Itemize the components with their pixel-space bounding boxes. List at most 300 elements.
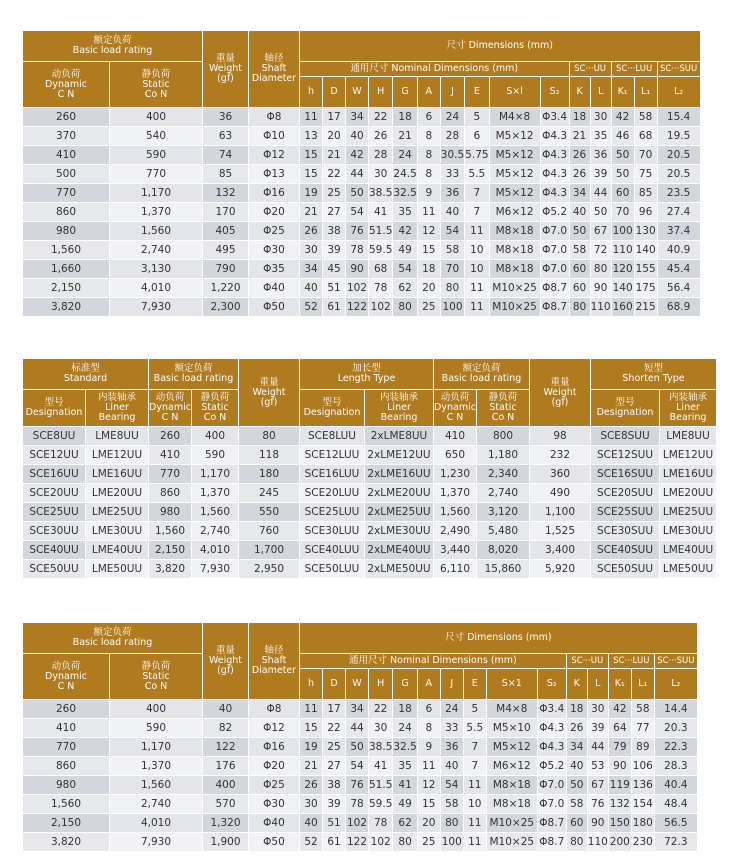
table-cell: 40 [441,203,464,221]
table-cell: 400 [192,427,238,445]
shorten-type-header: 短型 Shorten Type [591,359,716,389]
table-cell: 11 [465,279,488,297]
table-cell: 27.4 [658,203,700,221]
table-cell: M8×18 [487,795,537,813]
table-cell: 44 [588,738,608,756]
table-cell: 40 [567,757,587,775]
table-cell: 50 [567,776,587,794]
table-cell: SCE50LUU [300,560,364,578]
table-cell: M10×25 [490,298,540,316]
load-rating-header: 额定负荷 Basic load rating [23,623,202,653]
table-cell: 1,170 [110,738,202,756]
table-cell: 54 [346,203,368,221]
table-cell: SCE12UU [23,446,85,464]
table-cell: 9 [418,738,440,756]
table-cell: 58 [632,700,654,718]
table-cell: Φ8.7 [541,279,569,297]
table-cell: 2,490 [434,522,476,540]
table-cell: 20.5 [658,165,700,183]
table-cell: 80 [591,260,611,278]
table-cell: 110 [591,298,611,316]
table-cell: 78 [346,795,368,813]
table-row [23,222,700,240]
col-s2: S₂ [538,669,566,699]
table-cell: 260 [23,108,109,126]
dynamic-load-header: 动负荷 Dynamic C N [149,390,191,426]
table-cell: LME12UU [86,446,148,464]
col-L: L [588,669,608,699]
table-cell: 1,370 [192,484,238,502]
table-cell: SCE50UU [23,560,85,578]
table-cell: 136 [632,776,654,794]
col-K: K [567,669,587,699]
table-cell: SCE20SUU [591,484,659,502]
table-cell: 68.9 [658,298,700,316]
table-cell: 7,930 [192,560,238,578]
table-cell: 76 [588,795,608,813]
table-cell: 3,820 [149,560,191,578]
table-cell: Φ7.0 [538,776,566,794]
table-cell: 49 [393,795,416,813]
table-cell: 60 [570,279,590,297]
designation-header-3: 型号 Designation [591,390,659,426]
static-load-header-2: 静负荷 Static Co N [477,390,529,426]
table-cell: 40 [203,700,248,718]
table-cell: 540 [110,127,202,145]
table-cell: 119 [609,776,631,794]
table-cell: 11 [464,776,486,794]
table-cell: 1,100 [530,503,590,521]
table-cell: 18 [567,700,587,718]
table-cell: 70 [635,146,657,164]
table-cell: 140 [635,241,657,259]
liner-bearing-header: 内装轴承 Liner Bearing [86,390,148,426]
table-cell: 21 [570,127,590,145]
table-cell: M6×12 [490,203,540,221]
table-cell: 2,150 [23,279,109,297]
dimensions-header: 尺寸 Dimensions (mm) [300,31,700,61]
table-cell: 11 [300,700,322,718]
table-cell: 11 [464,833,486,851]
col-L1: L₁ [635,77,657,107]
table-cell: 110 [612,241,634,259]
table-cell: 54 [346,757,368,775]
table-cell: 15,860 [477,560,529,578]
table-cell: 24.5 [393,165,416,183]
table-cell: 50 [346,738,368,756]
sc-suu-header: SC···SUU [658,62,700,76]
table-cell: 7 [464,757,486,775]
table-cell: 980 [23,776,109,794]
table-cell: 17 [323,108,345,126]
table-cell: 20 [418,279,440,297]
col-h: h [300,669,322,699]
table-cell: 11 [465,222,488,240]
table-cell: 51.5 [369,222,392,240]
weight-header-2: 重量 Weight (gf) [530,359,590,426]
table-cell: 80 [441,279,464,297]
table-cell: 58 [567,795,587,813]
table-cell: 59.5 [369,795,392,813]
col-H: H [369,669,392,699]
table-cell: 30 [300,795,322,813]
table-row [23,427,716,445]
table-cell: LME25UU [660,503,716,521]
table-cell: Φ4.3 [538,719,566,737]
table-cell: 30 [369,719,392,737]
table-row [23,814,697,832]
table-cell: 80 [393,298,416,316]
table-cell: 67 [591,222,611,240]
table-cell: 232 [530,446,590,464]
table-cell: 2xLME25UU [365,503,433,521]
table-cell: 5.75 [465,146,488,164]
table-cell: 102 [346,279,368,297]
table-cell: 1,560 [110,776,202,794]
table-cell: 100 [441,833,463,851]
load-rating-header: 额定负荷 Basic load rating [149,359,238,389]
table-cell: 360 [530,465,590,483]
table-cell: LME12UU [660,446,716,464]
table-cell: 25 [418,298,440,316]
table-cell: 2,150 [23,814,109,832]
table-cell: 176 [203,757,248,775]
table-cell: 72 [591,241,611,259]
table-cell: 56.4 [658,279,700,297]
table-cell: 140 [612,279,634,297]
table-cell: SCE8UU [23,427,85,445]
sc-uu-header: SC···UU [570,62,611,76]
table-cell: 85 [635,184,657,202]
table-cell: 25 [323,738,345,756]
table-cell: SCE16UU [23,465,85,483]
table-cell: SCE40SUU [591,541,659,559]
table-cell: 980 [23,222,109,240]
table-cell: Φ35 [249,260,299,278]
table-cell: 50 [612,146,634,164]
table-cell: 2xLME16UU [365,465,433,483]
table-cell: 27 [323,203,345,221]
table-cell: Φ4.3 [538,738,566,756]
table-row [23,241,700,259]
table-cell: 18 [570,108,590,126]
table-cell: 11 [418,203,440,221]
table-row [23,279,700,297]
table-cell: 26 [567,719,587,737]
sc-uu-header: SC···UU [567,654,608,668]
table-cell: Φ12 [249,719,299,737]
table-cell: 90 [346,260,368,278]
table-cell: 40.9 [658,241,700,259]
table-cell: LME25UU [86,503,148,521]
table-cell: 11 [465,298,488,316]
table-cell: 48.4 [655,795,697,813]
table-cell: 1,370 [110,203,202,221]
table-cell: Φ20 [249,757,299,775]
standard-type-header: 标准型 Standard [23,359,148,389]
dimensions-table-2 [22,622,698,852]
table-cell: 1,220 [203,279,248,297]
table-cell: 21 [300,757,322,775]
table-cell: Φ40 [249,279,299,297]
table-cell: 64 [609,719,631,737]
table-cell: SCE50SUU [591,560,659,578]
table-cell: 1,560 [192,503,238,521]
table-cell: 4,010 [110,814,202,832]
table-row [23,146,700,164]
table-cell: 38 [323,222,345,240]
table-cell: 24 [393,146,416,164]
table-cell: 13 [300,127,322,145]
table-cell: 23.5 [658,184,700,202]
table-cell: 120 [612,260,634,278]
table-row [23,795,697,813]
table-cell: 590 [110,146,202,164]
table-cell: 32.5 [393,738,416,756]
table-cell: 15 [418,241,440,259]
col-sxl: S×1 [487,669,537,699]
table-cell: 11 [418,757,440,775]
table-cell: 5.5 [465,165,488,183]
table-cell: 59.5 [369,241,392,259]
table-cell: 35 [393,203,416,221]
table-cell: Φ25 [249,776,299,794]
table-cell: 50 [612,165,634,183]
table-cell: 44 [346,165,368,183]
table-cell: 41 [369,757,392,775]
table-cell: 26 [300,222,322,240]
col-sxl: S×l [490,77,540,107]
table-cell: 8 [418,165,440,183]
table-cell: 2,950 [239,560,299,578]
table-cell: 70 [612,203,634,221]
table-row [23,465,716,483]
table-cell: 410 [434,427,476,445]
load-rating-header: 额定负荷 Basic load rating [23,31,202,61]
table-cell: 18 [393,108,416,126]
table-cell: SCE30SUU [591,522,659,540]
table-cell: 68 [635,127,657,145]
table-cell: LME40UU [86,541,148,559]
table-cell: 58 [635,108,657,126]
table-cell: Φ5.2 [541,203,569,221]
load-rating-header-2: 额定负荷 Basic load rating [434,359,529,389]
col-E: E [465,77,488,107]
table-cell: 860 [23,203,109,221]
table-cell: 34 [567,738,587,756]
sc-luu-header: SC···LUU [609,654,654,668]
table-cell: M5×12 [487,738,537,756]
table-cell: 3,130 [110,260,202,278]
table-cell: 860 [149,484,191,502]
table-row [23,446,716,464]
table-cell: 800 [477,427,529,445]
table-cell: M5×12 [490,127,540,145]
table-cell: 1,525 [530,522,590,540]
table-cell: Φ7.0 [541,241,569,259]
table-cell: 12 [418,776,440,794]
table-cell: SCE12SUU [591,446,659,464]
table-cell: Φ4.3 [541,127,569,145]
table-cell: 102 [369,833,392,851]
table-cell: 410 [23,719,109,737]
table-cell: Φ8.7 [541,298,569,316]
table-cell: 3,820 [23,833,109,851]
col-K: K [570,77,590,107]
col-J: J [441,77,464,107]
table-cell: 78 [346,241,368,259]
table-cell: 42 [393,222,416,240]
table-cell: 770 [110,165,202,183]
table-cell: 18 [418,260,440,278]
table-cell: M10×25 [487,833,537,851]
table-cell: 30 [369,165,392,183]
col-A: A [418,669,440,699]
table-cell: 20.5 [658,146,700,164]
table-cell: 15.4 [658,108,700,126]
table-cell: 770 [23,184,109,202]
table-cell: 550 [239,503,299,521]
table-cell: Φ30 [249,795,299,813]
table-cell: 54 [441,776,463,794]
table-cell: 6 [418,700,440,718]
table-row [23,260,700,278]
table-cell: Φ50 [249,833,299,851]
table-cell: 90 [609,757,631,775]
table-cell: M5×12 [490,184,540,202]
table-cell: 770 [149,465,191,483]
table-cell: 50 [346,184,368,202]
table-cell: 570 [203,795,248,813]
table-cell: M8×18 [490,260,540,278]
col-D: D [323,77,345,107]
table-cell: 8 [418,127,440,145]
table-cell: 28 [369,146,392,164]
table-cell: 80 [567,833,587,851]
table-cell: 22 [369,700,392,718]
table-row [23,738,697,756]
table-cell: 4,010 [110,279,202,297]
table-cell: 400 [203,776,248,794]
table-cell: LME16UU [660,465,716,483]
table-cell: Φ12 [249,146,299,164]
table-cell: SCE20LUU [300,484,364,502]
table-cell: Φ4.3 [541,165,569,183]
table-cell: Φ7.0 [538,795,566,813]
table-cell: 11 [464,814,486,832]
table-cell: 410 [149,446,191,464]
col-K1: K₁ [609,669,631,699]
table-cell: 1,560 [434,503,476,521]
table-cell: 44 [591,184,611,202]
table-cell: 5.5 [464,719,486,737]
table-cell: 180 [632,814,654,832]
table-cell: 34 [300,260,322,278]
table-cell: 39 [591,165,611,183]
table-cell: 7 [464,738,486,756]
table-row [23,541,716,559]
col-D: D [323,669,345,699]
table-cell: 54 [393,260,416,278]
table-cell: 6 [418,108,440,126]
table-cell: 20 [323,127,345,145]
weight-header: 重量 Weight (gf) [203,31,248,107]
table-cell: Φ16 [249,738,299,756]
table-cell: 10 [465,241,488,259]
table-cell: 24 [441,700,463,718]
table-cell: SCE30UU [23,522,85,540]
dynamic-load-header-2: 动负荷 Dynamic C N [434,390,476,426]
table-cell: 2xLME20UU [365,484,433,502]
table-cell: 20.3 [655,719,697,737]
table-cell: 175 [635,279,657,297]
table-cell: Φ4.3 [541,146,569,164]
table-cell: 2,740 [110,241,202,259]
table-cell: 30 [300,241,322,259]
table-cell: 10 [465,260,488,278]
table-cell: 40 [346,127,368,145]
table-cell: 8,020 [477,541,529,559]
table-cell: 39 [323,241,345,259]
table-cell: 260 [149,427,191,445]
table-cell: 5 [465,108,488,126]
table-cell: 40 [441,757,463,775]
table-cell: M4×8 [487,700,537,718]
table-cell: 2,740 [477,484,529,502]
table-cell: LME30UU [86,522,148,540]
table-cell: 15 [300,719,322,737]
table-cell: 41 [369,203,392,221]
nominal-dimensions-header: 通用尺寸 Nominal Dimensions (mm) [300,654,566,668]
dynamic-load-header: 动负荷 Dynamic C N [23,62,109,107]
table-cell: 2,150 [149,541,191,559]
table-cell: 400 [110,700,202,718]
table-cell: 42 [609,700,631,718]
table-cell: 500 [23,165,109,183]
table-row [23,165,700,183]
table-cell: 102 [369,298,392,316]
table-cell: 34 [346,108,368,126]
table-cell: 15 [300,146,322,164]
table-row [23,776,697,794]
nominal-dimensions-header: 通用尺寸 Nominal Dimensions (mm) [300,62,569,76]
table-cell: 34 [346,700,368,718]
table-cell: Φ4.3 [541,184,569,202]
table-cell: SCE25UU [23,503,85,521]
table-cell: 2,340 [477,465,529,483]
shaft-diameter-header: 轴径 Shaft Diameter [249,31,299,107]
table-cell: 130 [635,222,657,240]
table-cell: 32.5 [393,184,416,202]
table-cell: 230 [632,833,654,851]
table-cell: M5×10 [487,719,537,737]
table-cell: SCE25LUU [300,503,364,521]
table-row [23,700,697,718]
table-cell: 7,930 [110,833,202,851]
table-cell: 2xLME12UU [365,446,433,464]
table-cell: 1,560 [110,222,202,240]
table-cell: 132 [609,795,631,813]
table-cell: 26 [570,146,590,164]
table-cell: 40 [570,203,590,221]
table-cell: 53 [588,757,608,775]
table-cell: 28 [441,127,464,145]
table-cell: 75 [635,165,657,183]
weight-header: 重量 Weight (gf) [203,623,248,699]
table-row [23,298,700,316]
table-row [23,203,700,221]
table-cell: 21 [323,146,345,164]
